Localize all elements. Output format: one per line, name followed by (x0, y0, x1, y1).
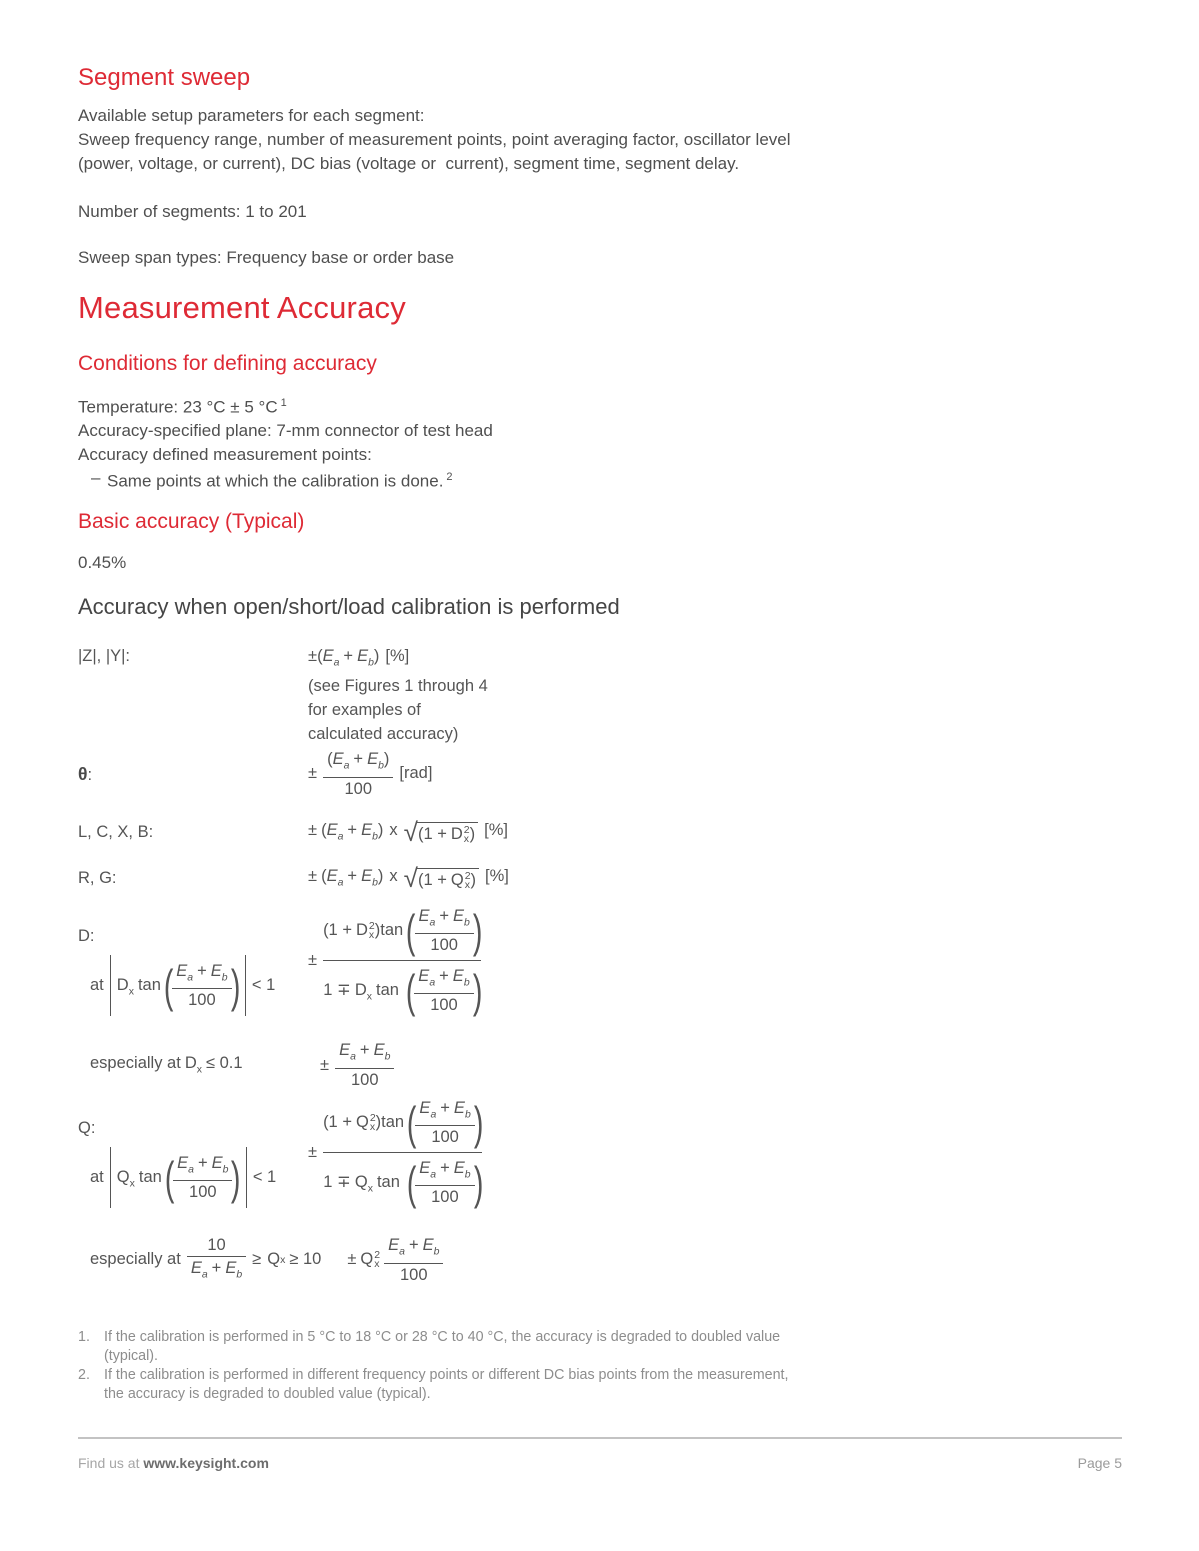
formula-q: ± (1 + Q 2 x )tan( $\frac{E_a + E_b}{100}$ ) $1 \mp Q_x$ tan ( $\frac{E_a + E_b}{100}$ ) (308, 1096, 484, 1209)
sweep-span-line: Sweep span types: Frequency base or order base (78, 248, 455, 267)
formula-row-d (78, 905, 481, 1016)
keysight-url-link[interactable]: www.keysight.com (143, 1455, 269, 1471)
page-footer (78, 1437, 1122, 1471)
condition-temperature: Temperature: 23 °C ± 5 °C $^1$ (78, 397, 287, 417)
formula-note-line: for examples of (308, 701, 421, 720)
section-heading-conditions: Conditions for defining accuracy (78, 352, 377, 375)
footnote-number: 1. (78, 1329, 90, 1345)
formula-row-especially-d (78, 1042, 394, 1088)
paragraph-line: (power, voltage, or current), DC bias (voltage or current), segment time, segment delay. (78, 154, 740, 173)
segment-sweep-paragraph (78, 104, 791, 176)
page-title-measurement-accuracy: Measurement Accuracy (78, 290, 406, 325)
formula-row-rg (78, 858, 509, 898)
q-condition: at $Q_x$ tan( $\frac{E_a + E_b}{100}$ ) < 1 (78, 1147, 308, 1208)
footnote-ref-1: 1 (280, 397, 287, 409)
formula-note-line: (see Figures 1 through 4 (308, 677, 488, 696)
section-heading-basic-accuracy: Basic accuracy (Typical) (78, 510, 305, 533)
basic-accuracy-value: 0.45% (78, 553, 127, 572)
formula-especially-q: ± Q 2 x $\frac{E_a + E_b}{100}$ (347, 1235, 443, 1284)
formula-label-d: D: at $D_x$ tan( $\frac{E_a + E_b}{100}$ ) < 1 (78, 905, 308, 1016)
condition-bullet: – Same points at which the calibration is done. $^2$ (78, 466, 493, 493)
formula-especially-d: ± $\frac{E_a + E_b}{100}$ (320, 1040, 394, 1089)
formula-row-theta (78, 744, 432, 804)
footnote-ref-2: 2 (446, 471, 453, 484)
formula-rg: ± $(E_a + E_b)$ x √ (1 + Q 2 x ) [%] (308, 862, 509, 893)
section-heading-open-short-load: Accuracy when open/short/load calibration is performed (78, 594, 620, 619)
footnote-1: 1. If the calibration is performed in 5 °C to 18 °C or 28 °C to 40 °C, the accuracy is degraded to doubled value (typical). (78, 1329, 781, 1364)
footnotes (78, 1328, 788, 1404)
especially-d-condition: especially at $D_x \le 0.1$ (90, 1054, 243, 1076)
formula-lcxb: ± $(E_a + E_b)$ x √ (1 + D 2 x ) [%] (308, 816, 508, 847)
formula-label-q: Q: at $Q_x$ tan( $\frac{E_a + E_b}{100}$ ) < 1 (78, 1097, 308, 1208)
formula-label-z-y: |Z|, |Y|: (78, 647, 130, 665)
formula-row-especially-q (78, 1232, 443, 1288)
paragraph-line: Sweep frequency range, number of measurement points, point averaging factor, oscillator level (78, 130, 791, 149)
page-number: Page 5 (1077, 1455, 1122, 1471)
footnote-number: 2. (78, 1367, 90, 1383)
formula-note-line: calculated accuracy) (308, 725, 459, 744)
segments-count-line: Number of segments: 1 to 201 (78, 202, 307, 221)
especially-q-condition: especially at $\frac{10}{E_a + E_b}$ ≥ Q x ≥ 10 (78, 1235, 321, 1284)
condition-plane: Accuracy-specified plane: 7-mm connector of test head (78, 421, 493, 441)
formula-label-theta: θ: (78, 763, 93, 784)
formula-z-y: $\pm(E_a + E_b)$ [%] (see Figures 1 through 4 for examples of calculated accuracy) (308, 644, 488, 746)
footnote-2: 2. If the calibration is performed in different frequency points or different DC bias points from the measurement, the accuracy is degraded to doubled value (typical). (78, 1367, 789, 1402)
bullet-dash: – (91, 468, 101, 488)
formula-row-q (78, 1097, 482, 1208)
conditions-body (78, 392, 493, 493)
formula-d: ± (1 + D 2 x )tan( $\frac{E_a + E_b}{100}$ ) $1 \mp D_x$ tan ( $\frac{E_a + E_b}{100}$ ) (308, 904, 483, 1017)
formula-label-lcxb: L, C, X, B: (78, 822, 154, 841)
formula-row-z-y (78, 644, 488, 746)
section-heading-segment-sweep: Segment sweep (78, 64, 251, 91)
paragraph-line: Available setup parameters for each segment: (78, 106, 425, 125)
footer-rule (78, 1437, 1122, 1439)
footer-find-us: Find us at www.keysight.com (78, 1455, 269, 1471)
formula-theta: ± $\frac{(E_a + E_b)}{100}$ [rad] (308, 750, 433, 798)
formula-label-rg: R, G: (78, 868, 117, 887)
d-condition: at $D_x$ tan( $\frac{E_a + E_b}{100}$ ) < 1 (78, 955, 308, 1016)
condition-points: Accuracy defined measurement points: (78, 444, 372, 464)
formula-row-lcxb (78, 812, 508, 852)
